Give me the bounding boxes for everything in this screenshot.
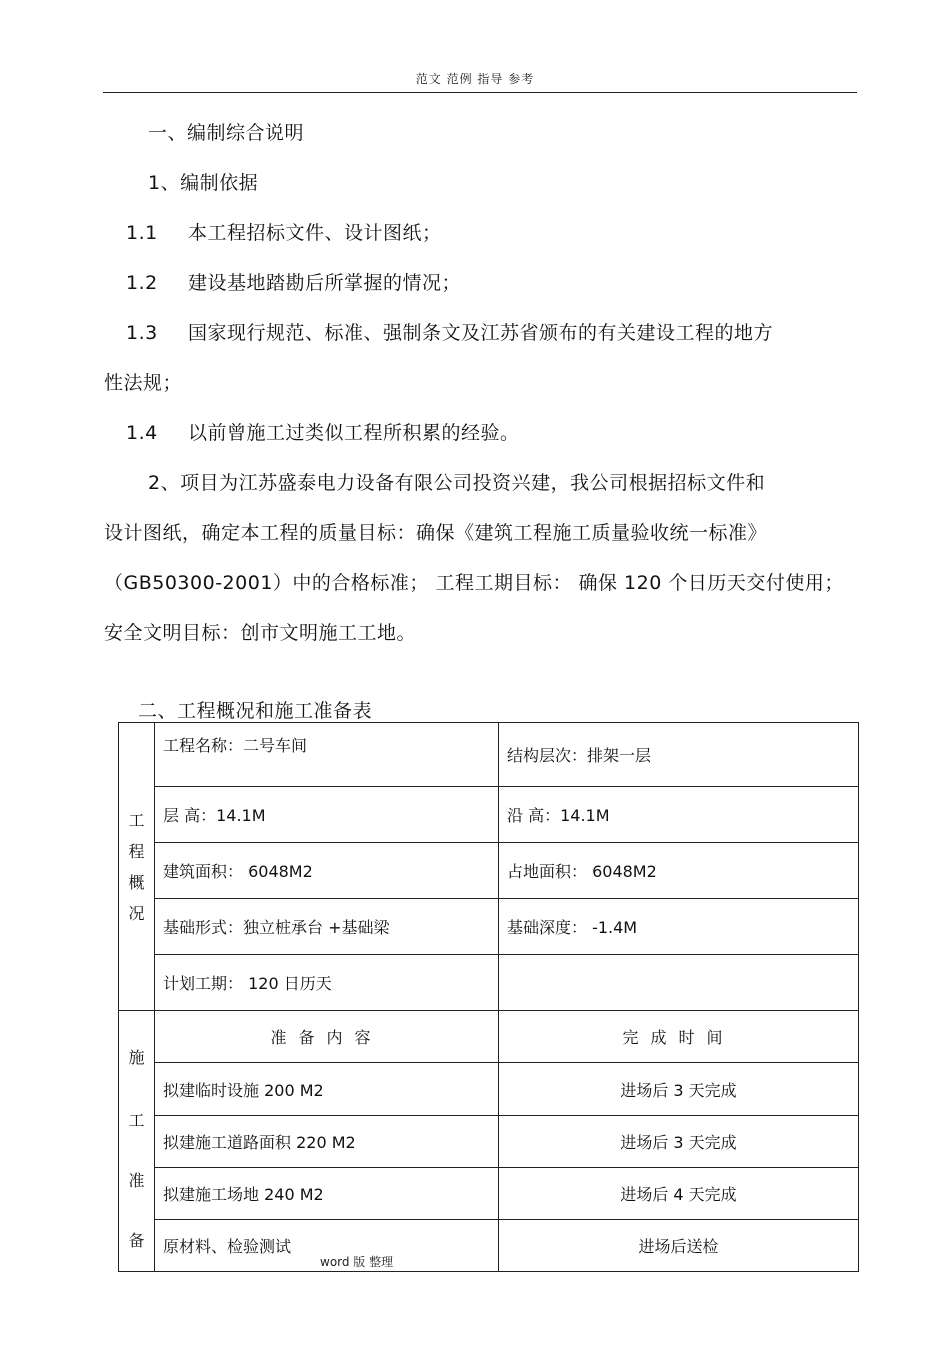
preparation-side-label: 施 工 准 备 — [119, 1011, 155, 1272]
basis-item-number: 1.4 — [126, 422, 158, 444]
basis-item — [126, 418, 520, 445]
sub-heading-1: 1、编制依据 — [148, 172, 259, 194]
prep-item: 拟建临时设施 200 M2 — [155, 1062, 499, 1115]
basis-item-text: 建设基地踏勘后所掌握的情况； — [188, 272, 462, 294]
basis-item — [126, 318, 773, 345]
basis-item-text: 本工程招标文件、设计图纸； — [188, 222, 442, 244]
section-heading-2: 二、工程概况和施工准备表 — [138, 700, 373, 722]
target-paragraph-line: 2、项目为江苏盛泰电力设备有限公司投资兴建，我公司根据招标文件和 — [148, 472, 766, 494]
target-paragraph-line: 安全文明目标：创市文明施工工地。 — [104, 622, 417, 644]
page-footer: word 版 整理 — [320, 1255, 394, 1269]
header-rule — [103, 92, 857, 93]
project-name-cell: 工程名称：二号车间 — [155, 723, 499, 787]
overview-preparation-table — [118, 722, 859, 1272]
floor-height-cell: 层 高：14.1M — [155, 787, 499, 843]
target-paragraph-line: 设计图纸，确定本工程的质量目标：确保《建筑工程施工质量验收统一标准》 — [104, 522, 768, 544]
eave-height-cell: 沿 高：14.1M — [499, 787, 859, 843]
empty-cell — [499, 955, 859, 1011]
schedule-cell: 计划工期： 120 日历天 — [155, 955, 499, 1011]
basis-item-continuation: 性法规； — [104, 372, 183, 394]
prep-item: 原材料、检验测试 — [155, 1220, 499, 1272]
overview-side-label: 工 程 概 况 — [119, 723, 155, 1011]
prep-time: 进场后送检 — [499, 1220, 859, 1272]
prep-item: 拟建施工道路面积 220 M2 — [155, 1116, 499, 1168]
basis-item-number: 1.1 — [126, 222, 158, 244]
prep-content-header: 准备内容 — [155, 1011, 499, 1063]
basis-item-text: 以前曾施工过类似工程所积累的经验。 — [188, 422, 520, 444]
basis-item — [126, 218, 442, 245]
building-area-cell: 建筑面积： 6048M2 — [155, 843, 499, 899]
basis-item — [126, 268, 461, 295]
foundation-type-cell: 基础形式：独立桩承台 +基础梁 — [155, 899, 499, 955]
prep-time: 进场后 4 天完成 — [499, 1168, 859, 1220]
foundation-depth-cell: 基础深度： -1.4M — [499, 899, 859, 955]
prep-time: 进场后 3 天完成 — [499, 1116, 859, 1168]
basis-item-number: 1.2 — [126, 272, 158, 294]
prep-item: 拟建施工场地 240 M2 — [155, 1168, 499, 1220]
target-paragraph-line: （GB50300-2001）中的合格标准； 工程工期目标： 确保 120 个日历天交付使用； — [104, 572, 844, 594]
section-heading-1: 一、编制综合说明 — [148, 122, 305, 144]
basis-item-number: 1.3 — [126, 322, 158, 344]
prep-time: 进场后 3 天完成 — [499, 1062, 859, 1115]
basis-item-text: 国家现行规范、标准、强制条文及江苏省颁布的有关建设工程的地方 — [188, 322, 774, 344]
completion-time-header: 完成时间 — [499, 1011, 859, 1063]
structure-level-cell: 结构层次：排架一层 — [499, 723, 859, 787]
land-area-cell: 占地面积： 6048M2 — [499, 843, 859, 899]
page-header: 范文 范例 指导 参考 — [415, 72, 535, 86]
